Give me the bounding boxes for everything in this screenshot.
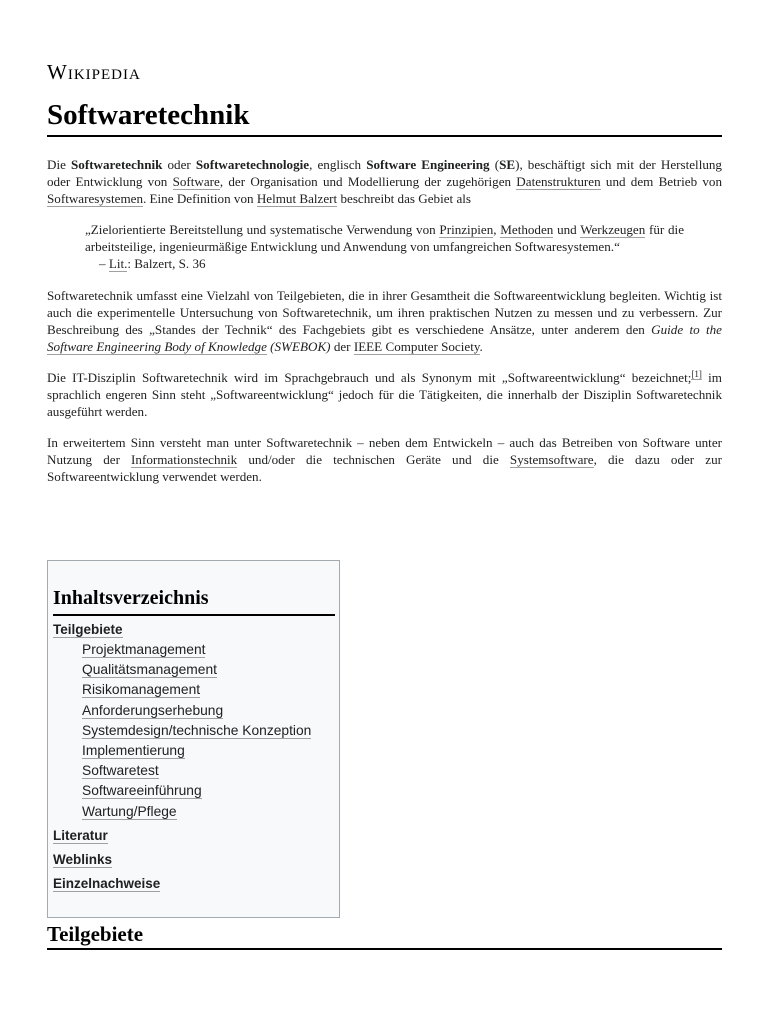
toc-link-risikomanagement[interactable]: Risikomanagement (82, 682, 201, 698)
link-ieee-computer-society[interactable]: IEEE Computer Society (353, 339, 480, 354)
italic-text: Guide to the (651, 322, 722, 337)
link-prinzipien[interactable]: Prinzipien (439, 222, 494, 237)
text: , die dazu oder zur Softwareentwicklung verwendet werden. (47, 452, 722, 484)
page-title: Softwaretechnik (47, 97, 722, 137)
wikipedia-logo[interactable]: Wikipedia (47, 60, 141, 84)
toc-subitem (82, 741, 335, 761)
article-body (47, 156, 722, 499)
text: im sprachlich engeren Sinn steht „Softwareentwicklung“ jedoch für die Tätigkeiten, die innerhalb der Disziplin Softwaretechnik ausgeführt werden. (47, 370, 722, 419)
link-systemsoftware[interactable]: Systemsoftware (509, 452, 594, 467)
toc-subitem (82, 640, 335, 660)
text: der (330, 339, 354, 354)
toc-subitem (82, 660, 335, 680)
reference-link[interactable]: [1] (691, 368, 702, 379)
link-swebok[interactable]: Software Engineering Body of Knowledge (47, 339, 267, 354)
text: – (99, 256, 109, 271)
link-datenstrukturen[interactable]: Datenstrukturen (516, 174, 601, 189)
bold-term: SE (499, 157, 516, 172)
text: , englisch (309, 157, 367, 172)
toc-item (53, 826, 335, 846)
toc-link-implementierung[interactable]: Implementierung (82, 743, 185, 759)
toc-link-teilgebiete[interactable]: Teilgebiete (53, 622, 123, 637)
toc-item (53, 874, 335, 894)
toc-subitem (82, 701, 335, 721)
text: „Zielorientierte Bereitstellung und systematische Verwendung von (85, 222, 440, 237)
toc-link-systemdesign[interactable]: Systemdesign/technische Konzeption (82, 722, 312, 738)
toc-link-softwaretest[interactable]: Softwaretest (82, 763, 159, 779)
link-methoden[interactable]: Methoden (500, 222, 554, 237)
toc-subitem (82, 781, 335, 801)
bold-term: Softwaretechnologie (195, 157, 310, 172)
text: und (553, 222, 581, 237)
toc-link-weblinks[interactable]: Weblinks (53, 851, 113, 867)
toc-link-wartung-pflege[interactable]: Wartung/Pflege (82, 803, 177, 819)
toc-link-projektmanagement[interactable]: Projektmanagement (82, 642, 206, 657)
link-helmut-balzert[interactable]: Helmut Balzert (256, 191, 338, 206)
text: oder (162, 157, 196, 172)
toc-list (53, 620, 335, 894)
intro-paragraph-4 (47, 434, 722, 485)
quote-source (85, 255, 684, 272)
text: für die arbeitsteilige, ingenieurmäßige Entwicklung und Anwendung von umfangreichen Softwaresystemen.“ (85, 222, 684, 254)
link-informationstechnik[interactable]: Informationstechnik (131, 452, 238, 467)
toc-item (53, 620, 335, 822)
intro-paragraph-2 (47, 287, 722, 355)
link-software[interactable]: Software (172, 174, 220, 189)
toc-subitem (82, 761, 335, 781)
text: und/oder die technischen Geräte und die (237, 452, 510, 467)
blockquote (85, 221, 684, 272)
text: . Eine Definition von (143, 191, 257, 206)
text: : Balzert, S. 36 (127, 256, 206, 271)
toc-sublist (53, 640, 335, 822)
italic-text: (SWEBOK) (266, 339, 331, 354)
section-heading-teilgebiete: Teilgebiete (47, 920, 722, 950)
toc-link-softwareeinfuehrung[interactable]: Softwareeinführung (82, 783, 202, 799)
bold-term: Softwaretechnik (71, 157, 163, 172)
toc-title: Inhaltsverzeichnis (53, 585, 335, 616)
toc-link-anforderungserhebung[interactable]: Anforderungserhebung (82, 702, 224, 718)
text: , der Organisation und Modellierung der zugehörigen (219, 174, 517, 189)
intro-paragraph-3 (47, 369, 722, 420)
table-of-contents (47, 560, 340, 918)
bold-term: Software Engineering (366, 157, 490, 172)
text: Softwaretechnik umfasst eine Vielzahl von Teilgebieten, die in ihrer Gesamtheit die Softwareentwicklung begleiten. Wichtig ist auch die experimentelle Untersuchung von Softwaretechnik, um ihren praktischen Nutzen zu messen und zu verbessern. Zur Beschreibung des „Standes der Technik“ des Fachgebiets gibt es verschiedene Ansätze, unter anderem den (47, 288, 722, 337)
link-softwaresystemen[interactable]: Softwaresystemen (47, 191, 143, 206)
toc-subitem (82, 680, 335, 700)
text: In erweitertem Sinn versteht man unter Softwaretechnik – neben dem Entwickeln – auch das Betreiben von Software unter Nutzung der (47, 435, 722, 467)
text: Die IT-Disziplin Softwaretechnik wird im Sprachgebrauch und als Synonym mit „Softwareentwicklung“ bezeichnet; (47, 370, 692, 385)
link-werkzeugen[interactable]: Werkzeugen (580, 222, 646, 237)
text: beschreibt das Gebiet als (337, 191, 471, 206)
link-lit[interactable]: Lit. (108, 256, 128, 271)
text: und dem Betrieb von (600, 174, 722, 189)
toc-link-literatur[interactable]: Literatur (53, 827, 108, 843)
toc-link-einzelnachweise[interactable]: Einzelnachweise (53, 875, 161, 891)
text: ( (489, 157, 500, 172)
intro-paragraph-1 (47, 156, 722, 207)
toc-item (53, 850, 335, 870)
text: , (493, 222, 501, 237)
toc-link-qualitaetsmanagement[interactable]: Qualitätsmanagement (82, 662, 217, 678)
text: ), beschäftigt sich mit der Herstellung oder Entwicklung von (47, 157, 722, 189)
text: . (479, 339, 483, 354)
text: Die (47, 157, 71, 172)
toc-subitem (82, 802, 335, 822)
toc-subitem (82, 721, 335, 741)
